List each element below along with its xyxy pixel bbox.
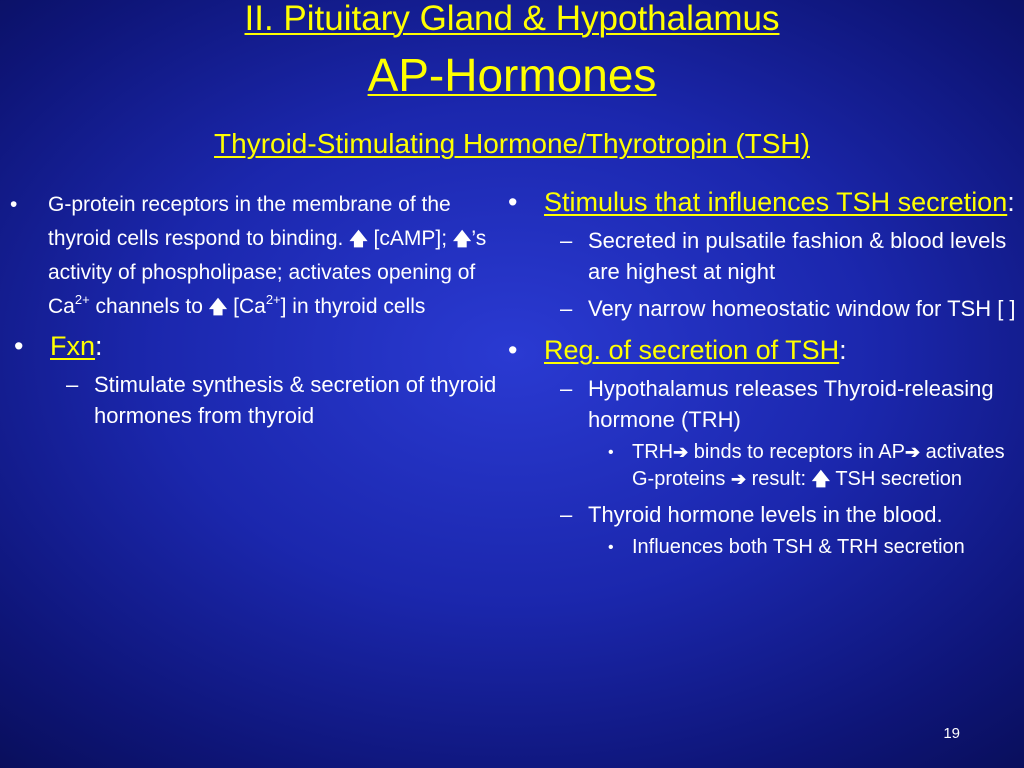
dash-marker: – xyxy=(560,502,573,527)
bullet-regulation xyxy=(502,334,1017,367)
bullet-dot: • xyxy=(508,335,518,365)
dash-marker: – xyxy=(560,296,573,321)
sub-bullet-pulsatile xyxy=(502,225,1017,287)
sub-bullet-hypothalamus xyxy=(502,373,1017,435)
detail-trh-pathway xyxy=(502,439,1017,493)
bullet-dot: • xyxy=(608,539,614,556)
receptor-text-2: [cAMP]; xyxy=(367,227,453,250)
receptor-text-1: G-protein receptors in the membrane of the thyroid cells respond to binding. xyxy=(48,193,451,250)
sub-bullet-fxn xyxy=(8,369,508,431)
stimulus-colon: : xyxy=(1007,187,1015,217)
bullet-dot: • xyxy=(608,444,614,461)
trh-text-4: result: xyxy=(746,468,812,490)
bullet-dot: • xyxy=(10,193,18,216)
trh-text-2: binds to receptors in AP xyxy=(688,441,905,463)
dash-marker: – xyxy=(560,376,573,401)
regulation-colon: : xyxy=(839,335,847,365)
trh-text-5: TSH secretion xyxy=(830,468,963,490)
regulation-label: Reg. of secretion of TSH xyxy=(544,335,840,365)
superscript-charge: 2+ xyxy=(265,292,281,307)
stimulus-sub-1: Secreted in pulsatile fashion & blood levels are highest at night xyxy=(588,228,1007,284)
stimulus-sub-2: Very narrow homeostatic window for TSH [ ] xyxy=(588,296,1016,321)
trh-text-3: activates G-proteins xyxy=(632,441,1005,490)
receptor-text-3: ’s activity of phospholipase; activates opening of Ca xyxy=(48,227,487,318)
trh-text-1: TRH xyxy=(632,441,674,463)
sub-bullet-thyroid-levels xyxy=(502,499,1017,530)
bullet-fxn xyxy=(8,330,508,363)
dash-marker: – xyxy=(560,228,573,253)
dash-marker: – xyxy=(66,372,79,397)
slide-subtitle: Thyroid-Stimulating Hormone/Thyrotropin (TSH) xyxy=(214,128,810,159)
up-arrow-icon: 🡅 xyxy=(452,229,472,249)
detail-influences xyxy=(502,534,1017,561)
slide-heading: AP-Hormones xyxy=(367,49,657,101)
regulation-sub-2: Thyroid hormone levels in the blood. xyxy=(588,502,943,527)
sub-bullet-homeostatic xyxy=(502,293,1017,324)
influences-text: Influences both TSH & TRH secretion xyxy=(632,536,965,558)
superscript-charge: 2+ xyxy=(74,292,90,307)
right-arrow-icon: ➔ xyxy=(905,442,921,462)
right-column xyxy=(502,186,1017,561)
slide-title: II. Pituitary Gland & Hypothalamus xyxy=(244,0,780,38)
right-arrow-icon: ➔ xyxy=(673,442,689,462)
bullet-stimulus xyxy=(502,186,1017,219)
receptor-text-6: ] in thyroid cells xyxy=(280,295,426,318)
right-arrow-icon: ➔ xyxy=(730,469,747,489)
stimulus-label: Stimulus that influences TSH secretion xyxy=(544,187,1008,217)
up-arrow-icon: 🡅 xyxy=(349,229,368,249)
fxn-sub-text: Stimulate synthesis & secretion of thyroid hormones from thyroid xyxy=(94,372,497,428)
bullet-dot: • xyxy=(14,331,24,361)
regulation-sub-1: Hypothalamus releases Thyroid-releasing hormone (TRH) xyxy=(588,376,994,432)
up-arrow-icon: 🡅 xyxy=(208,297,228,317)
receptor-text-5: [Ca xyxy=(227,295,266,318)
up-arrow-icon: 🡅 xyxy=(811,469,831,489)
bullet-dot: • xyxy=(508,187,518,217)
fxn-colon: : xyxy=(95,331,103,361)
page-number: 19 xyxy=(943,725,960,742)
fxn-label: Fxn xyxy=(50,331,96,361)
receptor-text-4: channels to xyxy=(89,295,209,318)
left-column xyxy=(8,188,508,431)
bullet-receptor-mechanism xyxy=(8,188,508,324)
